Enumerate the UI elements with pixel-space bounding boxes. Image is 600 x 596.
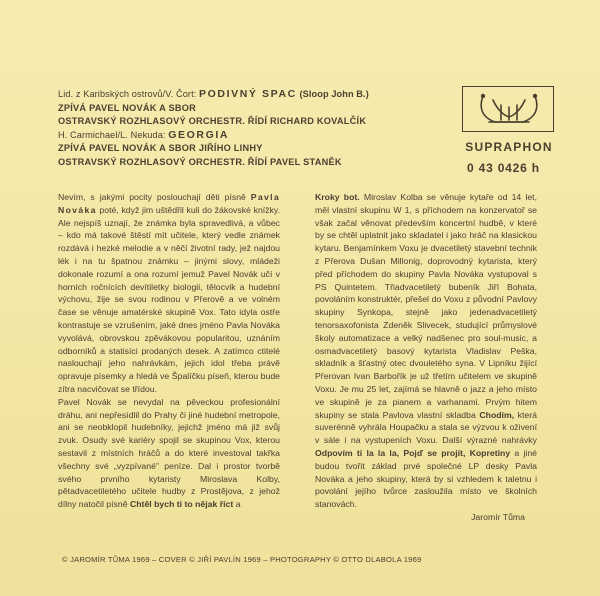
- song1-title: PODIVNÝ SPAC: [199, 88, 297, 100]
- copyright-footer: © JAROMÍR TŮMA 1969 – COVER © JIŘÍ PAVLÍN 1969 – PHOTOGRAPHY © OTTO DLABOLA 1969: [62, 555, 422, 564]
- artist-name: Pavla Nováka: [58, 192, 280, 215]
- liner-text: a: [233, 499, 241, 510]
- song-title-mention: Kroky bot.: [315, 192, 360, 202]
- song-title-mention: Chtěl bych ti to nějak říct: [129, 499, 234, 510]
- song-title-mention: Odpovím ti la la la, Pojď se projít, Kopretiny: [315, 447, 511, 458]
- song1-authors: Lid. z Karibských ostrovů/V. Čort:: [58, 89, 197, 99]
- song2-authors: H. Carmichael/L. Nekuda:: [58, 129, 166, 140]
- song2-performers: ZPÍVÁ PAVEL NOVÁK A SBOR JIŘÍHO LINHY: [58, 143, 263, 154]
- liner-notes-left-column: [58, 191, 280, 511]
- song1-original-title: (Sloop John B.): [299, 89, 369, 99]
- liner-text: Nevím, s jakými pocity poslouchají děti písně: [58, 192, 251, 202]
- liner-paragraph: [58, 396, 280, 511]
- song2-title: GEORGIA: [168, 128, 230, 141]
- supraphon-lyre-icon: [462, 86, 554, 132]
- liner-paragraph: [58, 191, 280, 396]
- author-signature: Jaromír Tůma: [471, 511, 525, 522]
- liner-text: která suverénně vyhrála Houpačku a stala se výzvou k oživení v sále i na vystupeních Voxu. Další výrazné nahrávky: [315, 409, 537, 446]
- liner-text: poté, když jim uštědřil kuli do žákovské knížky. Ale nejspíš uznají, že známka byla spravedlivá, a vůbec – kdo má takové štěstí mít učitele, který vedle známek rozdává i hezké melodie a v něčí životní rady, jež najdou lék i na tu špatnou známku – jinými slovy, mládeži dokonale rozumí a ona rozumí jemuž Pavel Novák učí v horních ročnících devítiletky biologii, tělocvik a hudební výchovu, žije se svou rodinou v Přerově a ve volném čase se věnuje amatérské skupině Vox. Tato idyla ostře kontrastuje se vzrušením, jaké dnes jméno Pavla Nováka vyvolává, obrovskou zpěvákovou popularitou, uznáním odborníků a statisíci prodaných desek. A zatímco ctitelé naslouchají jeho nahrávkám, jejich idol třeba právě opravuje písemky a hledá ve Špalíčku píseň, kterou bude zítra nacvičovat se třídou.: [58, 204, 280, 394]
- song2-orchestra: OSTRAVSKÝ ROZHLASOVÝ ORCHESTR. ŘÍDÍ PAVEL STANĚK: [58, 156, 342, 167]
- song-title-mention: Chodím,: [479, 409, 515, 420]
- song1-header: [58, 88, 443, 102]
- liner-notes-right-column: [315, 191, 537, 524]
- song1-orchestra: OSTRAVSKÝ ROZHLASOVÝ ORCHESTR. ŘÍDÍ RICHARD KOVALČÍK: [58, 116, 367, 127]
- liner-text: Miroslav Kolba se věnuje kytaře od 14 let, měl vlastní skupinu W 1, s příchodem na konzervatoř se však začal věnovat především koncertní hudbě, v které by se chtěl uplatnit jako skladatel i jako hráč na klasickou kytaru. Benjamínkem Voxu je dvacetiletý stavební technik z Přerova Dušan Millonig, doprovodný kytarista, který před příchodem do skupiny Pavla Nováka vystupoval s PS Quintetem. Třiadvacetiletý bubeník Jiří Bohata, povoláním konstruktér, přešel do Voxu z původní Pavlovy skupiny Synkopa, stejně jako jedenadvacetiletý tenorsaxofonista Zdeněk Slivecek, studující průmyslové školy automatizace a velký nadšenec pro soul-music, a osmadvacetiletý basový kytarista Vladislav Peška, skladník a šťastný otec dvouletého syna. V Lipníku žijící Přerovan Ivan Barbořík je už třetím učitelem ve skupině Voxu. Je mu 25 let, zajímá se hlavně o jazz a jeho místo ve skupině je za pianem a varhanami. Prvým hitem skupiny se stala Pavlova vlastní skladba: [315, 192, 537, 420]
- label-brand-name: SUPRAPHON: [465, 140, 553, 154]
- liner-text: Pavel Novák se nevydal na pěveckou profesionální dráhu, ani nepřesídlil do Prahy či jiné hudební metropole, ani se neobklopil hudebníky, jejichž jméno má již svůj zvuk. Osudy své kariéry spojil se skupinou Vox, kterou sestavil z místních hráčů a do které investoval takřka všechny své „vyzpívané" peníze. Dal i prostor tvorbě svého prvního kytaristy Miroslava Kolby, pětadvacetiletého učitele hudby z Prostějova, z jehož dílny natočil písně: [58, 396, 280, 510]
- song2-header: [58, 129, 443, 143]
- liner-paragraph: [315, 191, 537, 511]
- song1-performers: ZPÍVÁ PAVEL NOVÁK A SBOR: [58, 102, 197, 113]
- catalog-number: 0 43 0426 h: [467, 161, 540, 175]
- track-credits: [58, 88, 443, 170]
- liner-text: a jiné budou tvořit základ prvé společné LP desky Pavla Nováka a jeho skupiny, která by si vzhledem k taletnu i povolání jejího tvůrce zasloužila místo ve školních stanovách.: [315, 447, 537, 510]
